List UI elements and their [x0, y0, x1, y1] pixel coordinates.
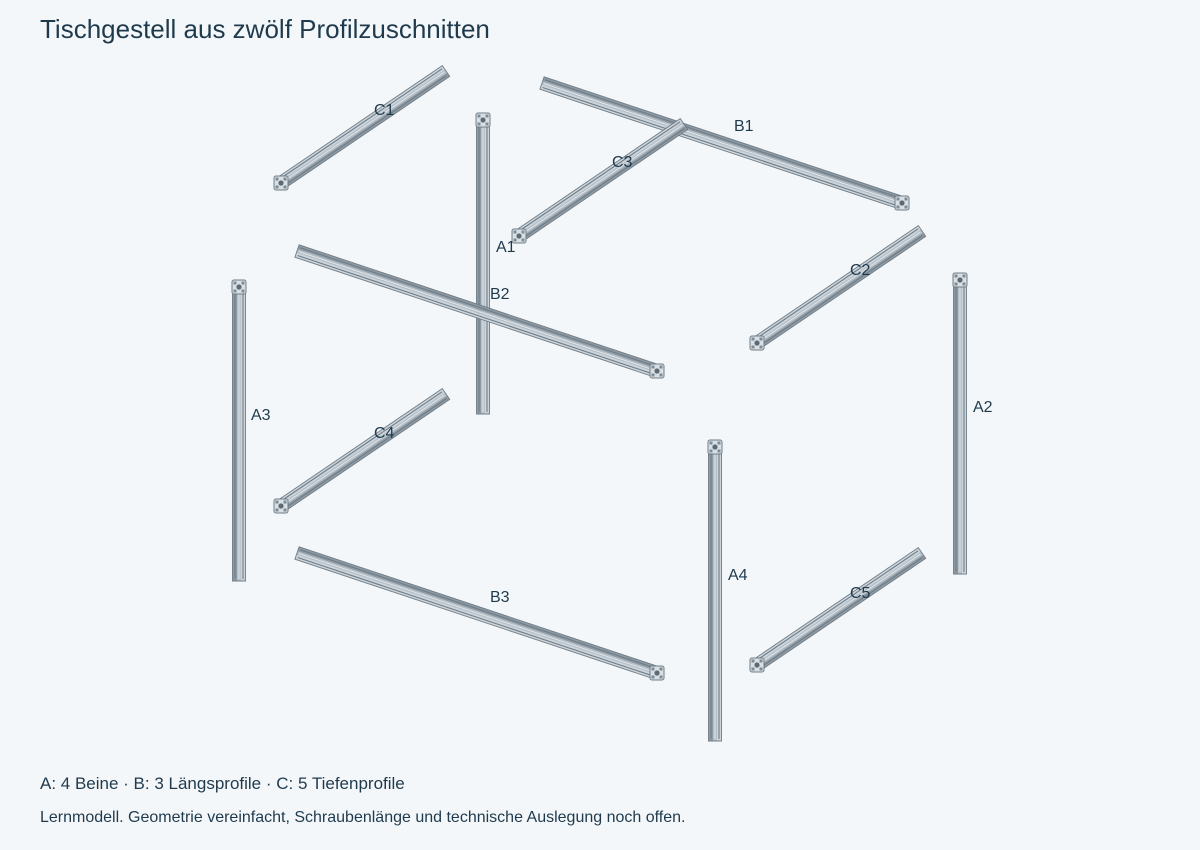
profile-end-face [750, 658, 764, 672]
profile-end-face [274, 499, 288, 513]
profile-a1 [476, 113, 490, 414]
profile-c4 [274, 389, 450, 513]
profile-c3 [512, 119, 688, 243]
label-b2: B2 [490, 286, 510, 303]
label-b1: B1 [734, 118, 754, 135]
parts-legend: A: 4 Beine · B: 3 Längsprofile · C: 5 Tiefenprofile [40, 774, 405, 793]
profile-end-face [650, 364, 664, 378]
profile-end-face [953, 273, 967, 287]
label-a4: A4 [728, 567, 748, 584]
diagram-title: Tischgestell aus zwölf Profilzuschnitten [40, 14, 490, 44]
profile-end-face [650, 666, 664, 680]
profile-a2 [953, 273, 967, 574]
profile-end-face [274, 176, 288, 190]
profile-end-face [895, 196, 909, 210]
label-c5: C5 [850, 585, 871, 602]
label-c4: C4 [374, 425, 395, 442]
profile-a3 [232, 280, 246, 581]
label-c1: C1 [374, 102, 395, 119]
profile-a4 [708, 440, 722, 741]
label-a2: A2 [973, 399, 993, 416]
label-c3: C3 [612, 154, 633, 171]
label-c2: C2 [850, 262, 871, 279]
profile-c1 [274, 66, 450, 190]
label-a3: A3 [251, 407, 271, 424]
label-b3: B3 [490, 589, 510, 606]
profile-c2 [750, 226, 926, 350]
profile-end-face [708, 440, 722, 454]
profile-c5 [750, 548, 926, 672]
label-a1: A1 [496, 239, 516, 256]
model-note: Lernmodell. Geometrie vereinfacht, Schraubenlänge und technische Auslegung noch offen. [40, 809, 686, 826]
profiles-layer [232, 66, 967, 741]
profile-end-face [232, 280, 246, 294]
profile-b3 [295, 547, 664, 680]
profile-end-face [750, 336, 764, 350]
profile-end-face [476, 113, 490, 127]
